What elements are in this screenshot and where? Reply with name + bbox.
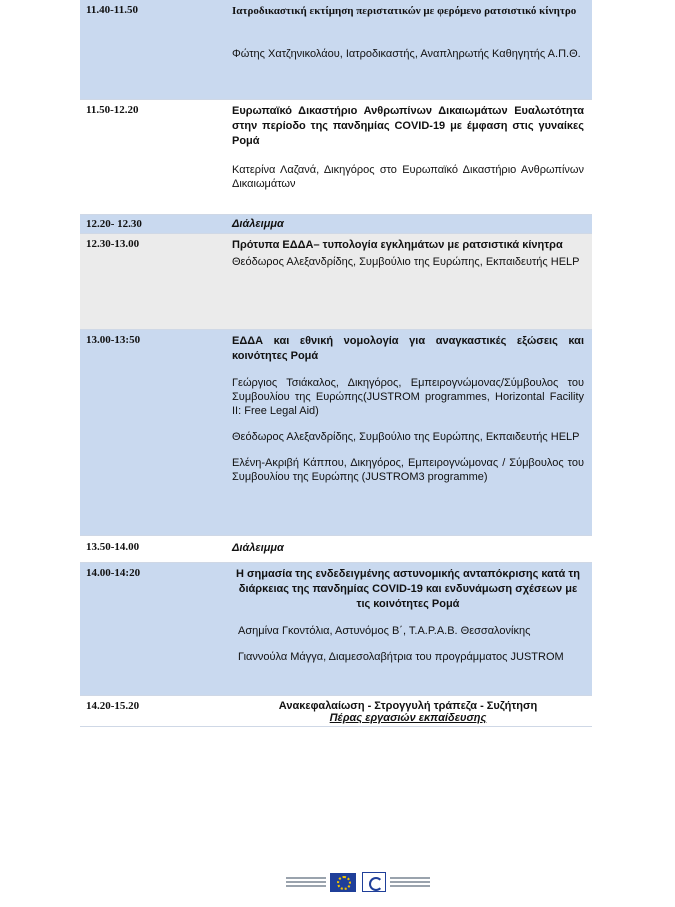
coe-logo-block [362, 872, 430, 892]
logo-caption [286, 872, 326, 892]
session-time: 11.40-11.50 [86, 4, 138, 16]
eu-flag-icon [330, 873, 356, 892]
session-time: 12.20- 12.30 [86, 218, 142, 230]
session-time: 13.00-13:50 [86, 334, 141, 346]
agenda-row-break [80, 536, 592, 563]
agenda-row-break [80, 215, 592, 234]
logo-caption [390, 872, 430, 892]
speaker: Γιαννούλα Μάγγα, Διαμεσολαβήτρια του προγράμματος JUSTROM [238, 651, 564, 663]
session-content [232, 536, 592, 562]
agenda-row [80, 234, 592, 330]
eu-logo-block [286, 872, 356, 892]
session-time: 12.30-13.00 [86, 238, 140, 250]
closing-label: Πέρας εργασιών εκπαίδευσης [329, 712, 487, 724]
session-time: 11.50-12.20 [86, 104, 139, 116]
agenda-row [80, 100, 592, 215]
session-content [232, 0, 592, 99]
footer-logos [286, 872, 430, 892]
session-time: 13.50-14.00 [86, 541, 140, 553]
session-content [232, 563, 592, 695]
session-title: Πρότυπα ΕΔΔΑ– τυπολογία εγκλημάτων με ρατσιστικά κίνητρα [232, 239, 563, 251]
council-of-europe-icon [362, 872, 386, 892]
speaker: Γεώργιος Τσιάκαλος, Δικηγόρος, Εμπειρογνώμονας/Σύμβουλος του Συμβουλίου της Ευρώπης(JUSTROM programmes, Horizontal Facility II: Free Legal Aid) [232, 377, 584, 417]
session-content [232, 696, 592, 726]
speaker: Κατερίνα Λαζανά, Δικηγόρος στο Ευρωπαϊκό Δικαστήριο Ανθρωπίνων Δικαιωμάτων [232, 164, 584, 190]
session-title: Ευρωπαϊκό Δικαστήριο Ανθρωπίνων Δικαιωμάτων Ευαλωτότητα στην περίοδο της πανδημίας COVID-19 με έμφαση στις γυναίκες Ρομά [232, 105, 584, 147]
session-content [232, 330, 592, 535]
agenda-row [80, 563, 592, 696]
session-time: 14.00-14:20 [86, 567, 141, 579]
speaker: Ελένη-Ακριβή Κάππου, Δικηγόρος, Εμπειρογνώμονας / Σύμβουλος του Συμβουλίου της Ευρώπης (JUSTROM3 programme) [232, 457, 584, 483]
break-label: Διάλειμμα [232, 542, 284, 554]
session-title: Η σημασία της ενδεδειγμένης αστυνομικής ανταπόκρισης κατά τη διάρκειας της πανδημίας COVID-19 και ενδυνάμωση σχέσεων με τις κοινότητες Ρομά [236, 568, 580, 610]
session-time: 14.20-15.20 [86, 700, 140, 712]
speaker: Θεόδωρος Αλεξανδρίδης, Συμβούλιο της Ευρώπης, Εκπαιδευτής HELP [232, 431, 580, 443]
session-title: Ιατροδικαστική εκτίμηση περιστατικών με φερόμενο ρατσιστικό κίνητρο [232, 5, 577, 17]
agenda-row [80, 696, 592, 727]
session-content [232, 100, 592, 214]
session-title: ΕΔΔΑ και εθνική νομολογία για αναγκαστικές εξώσεις και κοινότητες Ρομά [232, 335, 584, 362]
session-content [232, 234, 592, 329]
break-label: Διάλειμμα [232, 218, 284, 230]
agenda-table [80, 0, 592, 727]
speaker: Θεόδωρος Αλεξανδρίδης, Συμβούλιο της Ευρώπης, Εκπαιδευτής HELP [232, 256, 580, 268]
speaker: Φώτης Χατζηνικολάου, Ιατροδικαστής, Αναπληρωτής Καθηγητής Α.Π.Θ. [232, 48, 581, 60]
session-content [232, 215, 592, 233]
speaker: Ασημίνα Γκοντόλια, Αστυνόμος Β΄, Τ.Α.Ρ.Α.Β. Θεσσαλονίκης [238, 625, 531, 637]
agenda-row [80, 0, 592, 100]
session-title: Ανακεφαλαίωση - Στρογγυλή τράπεζα - Συζήτηση [278, 700, 538, 712]
agenda-row [80, 330, 592, 536]
